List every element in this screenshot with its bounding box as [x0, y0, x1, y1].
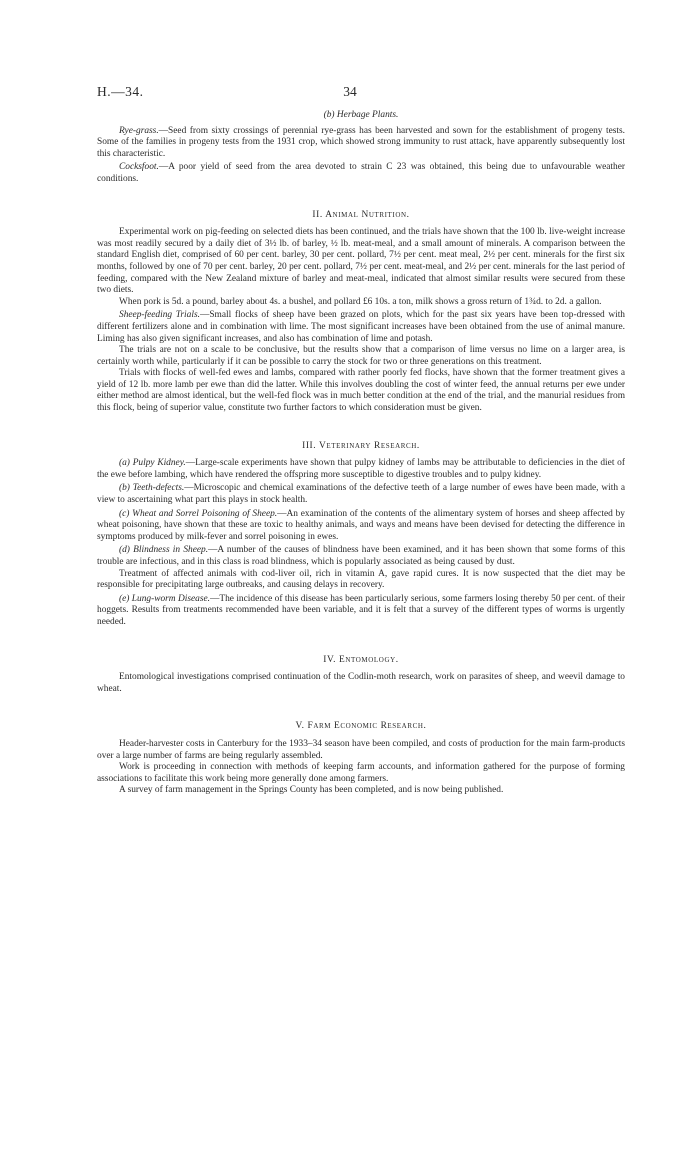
rye-grass-lead: Rye-grass.: [119, 125, 159, 136]
sheep-feeding-paragraph: [97, 310, 625, 345]
wheat-sorrel-paragraph: [97, 509, 625, 544]
lung-worm-paragraph: [97, 594, 625, 629]
springs-county-paragraph: A survey of farm management in the Springs County has been completed, and is now being published.: [119, 785, 504, 796]
blindness-lead: (d) Blindness in Sheep.: [119, 545, 209, 556]
blindness-paragraph: [97, 545, 625, 568]
wheat-sorrel-text: —An examination of the contents of the alimentary system of horses and sheep affected by wheat poisoning, have shown that these are toxic to healthy animals, and ways and means have been devised for detecting the difference in symptoms produced by milk-fever and sorrel poisoning in ewes.: [97, 508, 625, 542]
pulpy-kidney-lead: (a) Pulpy Kidney.: [119, 458, 186, 469]
sheep-feeding-text: —Small flocks of sheep have been grazed on plots, which for the past six years have been top-dressed with different fertilizers alone and in combination with lime. The most significant increases have been obtained from the use of animal manure. Liming has also given significant increases, and also has combination of lime and potash.: [97, 310, 625, 344]
cocksfoot-paragraph: [97, 162, 625, 185]
rye-grass-text: —Seed from sixty crossings of perennial rye-grass has been harvested and sown for the establishment of progeny tests. Some of the families in progeny tests from the 1931 crop, which showed strong immunity to rust attack, have apparently subsequently lost this characteristic.: [97, 125, 625, 159]
header-harvester-paragraph: Header-harvester costs in Canterbury for the 1933–34 season have been compiled, and costs of production for the main farm-products over a large number of farms are being regularly assembled.: [97, 738, 625, 761]
entomology-paragraph: Entomological investigations comprised continuation of the Codlin-moth research, work on parasites of sheep, and weevil damage to wheat.: [97, 672, 625, 694]
rye-grass-paragraph: [97, 126, 625, 161]
pulpy-kidney-paragraph: [97, 458, 625, 481]
pig-feeding-paragraph: Experimental work on pig-feeding on selected diets has been continued, and the trials have shown that the 100 lb. live-weight increase was most readily secured by a daily diet of 3½ lb. of barley, ½ lb. meat-meal, and a small amount of minerals. A comparison between the standard English diet, comprised of 60 per cent. barley, 30 per cent. pollard, 7½ per cent. meat meal, 2½ per cent. minerals for the first six months, followed by one of 70 per cent. barley, 20 per cent. pollard, 7½ per cent. meat-meal, and 2½ per cent. minerals for the last period of feeding, compared with the New Zealand mixture of barley and meat-meal, indicated that almost similar results were secured from these two diets.: [97, 227, 625, 296]
teeth-defects-lead: (b) Teeth-defects.: [119, 483, 185, 494]
entomology-heading: IV. Entomology.: [323, 654, 399, 665]
spacer: [97, 695, 625, 721]
teeth-defects-paragraph: [97, 483, 625, 506]
blindness-text: —A number of the causes of blindness have been examined, and it has been shown that some forms of this trouble are infectious, and in this class is road blindness, which is popularly associated as being caused by dust.: [97, 545, 625, 567]
cocksfoot-lead: Cocksfoot.: [119, 162, 159, 173]
wheat-sorrel-lead: (c) Wheat and Sorrel Poisoning of Sheep.: [119, 508, 278, 519]
page-body: [97, 110, 625, 797]
page-number: 34: [343, 84, 357, 99]
spacer: [97, 629, 625, 655]
sheep-feeding-lead: Sheep-feeding Trials.: [119, 310, 200, 321]
farm-economic-heading: V. Farm Economic Research.: [295, 721, 427, 732]
cod-liver-paragraph: Treatment of affected animals with cod-liver oil, rich in vitamin A, gave rapid cures. It is now suspected that the diet may be responsible for precipitating large outbreaks, and causing delays in recovery.: [97, 568, 625, 591]
pork-price-paragraph: When pork is 5d. a pound, barley about 4s. a bushel, and pollard £6 10s. a ton, milk shows a gross return of 1¾d. to 2d. a gallon.: [119, 296, 602, 307]
spacer: [97, 415, 625, 441]
farm-accounts-paragraph: Work is proceeding in connection with methods of keeping farm accounts, and information gathered for the purpose of forming associations to facilitate this work being more generally done among farmers.: [97, 762, 625, 784]
lime-trials-paragraph: The trials are not on a scale to be conclusive, but the results show that a comparison of lime versus no lime on a larger area, is certainly worth while, particularly if it can be possible to carry the stock for two or three generations on this treatment.: [97, 345, 625, 367]
lung-worm-text: —The incidence of this disease has been particularly serious, some farmers losing thereby 50 per cent. of their hoggets. Results from treatments recommended have been variable, and it is felt that a survey of the different types of worms is urgently needed.: [97, 593, 625, 627]
teeth-defects-text: —Microscopic and chemical examinations of the defective teeth of a large number of ewes have been made, with a view to ascertaining what part this plays in stock health.: [97, 483, 625, 506]
veterinary-research-heading: III. Veterinary Research.: [302, 440, 420, 451]
report-code: H.—34.: [97, 84, 144, 99]
animal-nutrition-heading: II. Animal Nutrition.: [312, 209, 410, 220]
ewes-lambs-paragraph: Trials with flocks of well-fed ewes and lambs, compared with rather poorly fed flocks, have shown that the former treatment gives a yield of 12 lb. more lamb per ewe than did the latter. While this involves doubling the cost of winter feed, the annual returns per ewe under either method are almost identical, but the well-fed flock was in much better condition at the end of the trial, and the manurial residues from this flock, being of superior value, constitute two further factors to which consideration must be given.: [97, 368, 625, 414]
herbage-plants-heading: (b) Herbage Plants.: [323, 110, 399, 120]
spacer: [97, 186, 625, 210]
pulpy-kidney-text: —Large-scale experiments have shown that pulpy kidney of lambs may be attributable to deficiencies in the diet of the ewe before lambing, which have rendered the offspring more susceptible to digestive troubles and to pulpy kidney.: [97, 458, 625, 480]
lung-worm-lead: (e) Lung-worm Disease.: [119, 593, 210, 604]
cocksfoot-text: —A poor yield of seed from the area devoted to strain C 23 was obtained, this being due to unfavourable weather conditions.: [97, 162, 625, 184]
